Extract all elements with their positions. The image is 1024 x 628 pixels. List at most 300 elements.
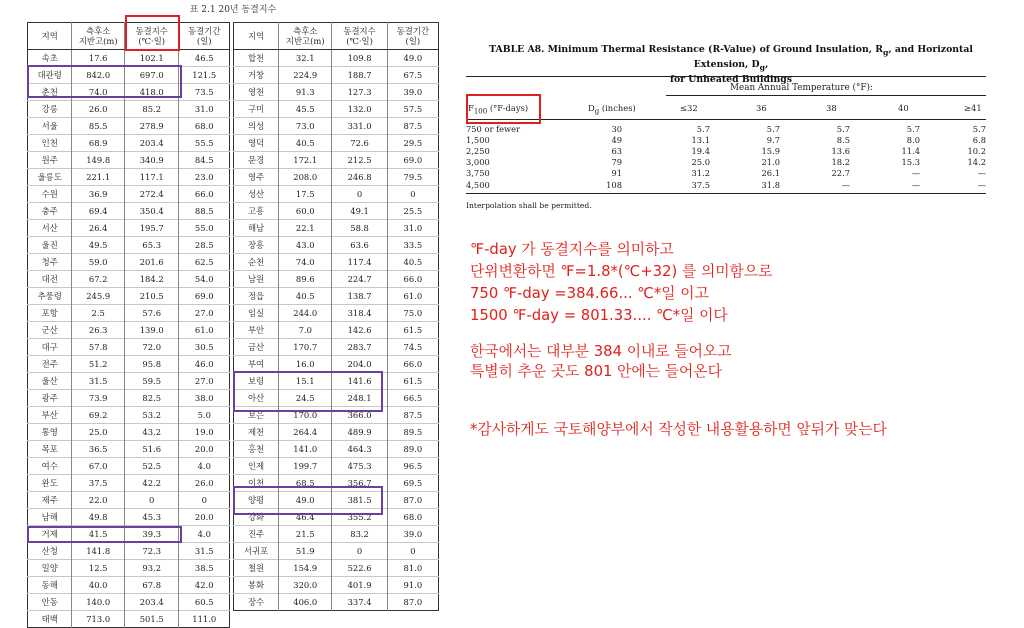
table-cell: 9.7 [766,135,780,146]
table-row [28,169,230,186]
table-cell: 45.3 [124,509,179,526]
table-cell: 39.3 [124,526,179,543]
table-cell: 49.0 [279,492,332,509]
table-cell: 60.5 [179,594,230,611]
table-cell: 59.0 [72,254,125,271]
table-cell: 영덕 [234,135,279,152]
table-cell: 195.7 [124,220,179,237]
table-row [234,356,439,373]
col-temp-41: ≥41 [964,103,982,113]
column-header: 동결지수 (℃·일) [332,23,387,50]
table-cell: 대전 [28,271,72,288]
table-cell: 188.7 [332,67,387,84]
table-cell: 89.0 [387,441,438,458]
table-cell: 양평 [234,492,279,509]
table-row [234,475,439,492]
table-row [234,67,439,84]
table-cell: 87.0 [387,594,438,611]
table-cell: 30.5 [179,339,230,356]
table-cell: 138.7 [332,288,387,305]
table-cell: 224.9 [279,67,332,84]
table-cell: 통영 [28,424,72,441]
table-cell: 45.5 [279,101,332,118]
table-cell: 군산 [28,322,72,339]
table-cell: 79 [611,157,622,168]
table-cell: 61.5 [387,373,438,390]
table-cell: 57.5 [387,101,438,118]
table-cell: 40.0 [72,577,125,594]
table-cell: 141.8 [72,543,125,560]
annotation-line-5: 한국에서는 대부분 384 이내로 들어오고 [470,343,732,360]
table-row [28,322,230,339]
table-cell: 184.2 [124,271,179,288]
table-cell: 철원 [234,560,279,577]
table-cell: 489.9 [332,424,387,441]
table-cell: 67.2 [72,271,125,288]
table-row [234,577,439,594]
table-cell: 서귀포 [234,543,279,560]
table-cell: 203.4 [124,135,179,152]
table-cell: 221.1 [72,169,125,186]
table-cell: 26.1 [761,168,780,179]
table-row [234,288,439,305]
table-row [28,50,230,67]
table-cell: 74.0 [279,254,332,271]
table-cell: 62.5 [179,254,230,271]
table-cell: 401.9 [332,577,387,594]
table-cell: 149.8 [72,152,125,169]
col-temp-38: 38 [826,103,837,113]
table-row [28,492,230,509]
table-cell: 68.0 [387,509,438,526]
table-row [234,186,439,203]
table-row [234,594,439,611]
table-cell: 거제 [28,526,72,543]
table-cell: 4.0 [179,526,230,543]
table-cell: 89.6 [279,271,332,288]
table-cell: 52.5 [124,458,179,475]
col-temp-36: 36 [756,103,767,113]
table-cell: 24.5 [279,390,332,407]
freezing-index-table-left [27,22,230,628]
table-row [466,135,986,146]
table-cell: 697.0 [124,67,179,84]
table-cell: 61.0 [179,322,230,339]
korean-table-caption: 표 2.1 20년 동결지수 [189,5,277,15]
table-cell: 54.0 [179,271,230,288]
table-cell: 141.0 [279,441,332,458]
table-cell: 영주 [234,169,279,186]
table-cell: 5.7 [836,124,850,135]
table-cell: 31.8 [761,179,780,190]
table-cell: 58.8 [332,220,387,237]
table-row [28,152,230,169]
table-cell: 244.0 [279,305,332,322]
table-cell: 구미 [234,101,279,118]
table-row [234,135,439,152]
table-cell: 91.3 [279,84,332,101]
table-cell: — [841,179,850,190]
table-cell: 42.0 [179,577,230,594]
table-cell: 6.8 [972,135,986,146]
table-cell: 남해 [28,509,72,526]
table-row [234,84,439,101]
table-cell: 15.3 [901,157,920,168]
table-cell: 22.7 [831,168,850,179]
table-cell: 금산 [234,339,279,356]
table-row [234,254,439,271]
table-cell: 순천 [234,254,279,271]
mean-temp-rule [666,95,986,96]
table-cell: 366.0 [332,407,387,424]
table-cell: 842.0 [72,67,125,84]
table-cell: 5.7 [906,124,920,135]
table-cell: 95.8 [124,356,179,373]
interpolation-note: Interpolation shall be permitted. [466,201,592,210]
annotation-line-7: *감사하게도 국토해양부에서 작성한 내용활용하면 앞뒤가 맞는다 [470,421,887,438]
table-cell: 121.5 [179,67,230,84]
col-dg-header: $D_g$ (inches) [588,103,636,116]
table-cell: 75.0 [387,305,438,322]
table-cell: 85.2 [124,101,179,118]
table-cell: 이천 [234,475,279,492]
table-cell: 울진 [28,237,72,254]
table-row [28,288,230,305]
table-cell: 464.3 [332,441,387,458]
table-cell: 봉화 [234,577,279,594]
table-cell: 72.6 [332,135,387,152]
table-row [28,118,230,135]
table-cell: 36.5 [72,441,125,458]
table-cell: 4.0 [179,458,230,475]
table-row [234,322,439,339]
annotation-line-6: 특별히 추운 곳도 801 안에는 들어온다 [470,363,722,380]
table-cell: 부여 [234,356,279,373]
header-rule [466,119,986,120]
table-cell: 33.5 [387,237,438,254]
annotation-line-3: 750 ℉-day =384.66... ℃*일 이고 [470,285,709,302]
table-cell: 53.2 [124,407,179,424]
table-cell: 7.0 [279,322,332,339]
table-cell: 49.1 [332,203,387,220]
col-temp-32: ≤32 [680,103,698,113]
table-cell: 19.4 [691,146,710,157]
table-cell: 42.2 [124,475,179,492]
table-cell: 16.0 [279,356,332,373]
table-cell: 홍천 [234,441,279,458]
table-cell: 84.5 [179,152,230,169]
table-cell: 331.0 [332,118,387,135]
annotation-line-4: 1500 ℉-day = 801.33.... ℃*일 이다 [470,307,728,324]
table-cell: 170.7 [279,339,332,356]
table-row [466,179,986,190]
table-row [28,424,230,441]
table-cell: 69.2 [72,407,125,424]
table-cell: 40.5 [387,254,438,271]
table-row [234,526,439,543]
table-cell: 청주 [28,254,72,271]
table-row [28,441,230,458]
table-cell: 142.6 [332,322,387,339]
table-cell: 목포 [28,441,72,458]
table-cell: 201.6 [124,254,179,271]
table-cell: 91.0 [387,577,438,594]
table-cell: 117.4 [332,254,387,271]
table-cell: 성산 [234,186,279,203]
table-cell: 93.2 [124,560,179,577]
table-cell: 57.8 [72,339,125,356]
table-cell: 63.6 [332,237,387,254]
table-cell: 88.5 [179,203,230,220]
table-cell: 96.5 [387,458,438,475]
table-cell: 49 [611,135,622,146]
table-cell: 서산 [28,220,72,237]
table-cell: 278.9 [124,118,179,135]
table-row [28,611,230,628]
table-cell: — [977,168,986,179]
table-cell: 0 [332,543,387,560]
table-cell: 67.0 [72,458,125,475]
table-cell: 28.5 [179,237,230,254]
table-cell: 임실 [234,305,279,322]
table-cell: 203.4 [124,594,179,611]
table-cell: 81.0 [387,560,438,577]
table-cell: 부산 [28,407,72,424]
table-row [234,118,439,135]
table-cell: 29.5 [387,135,438,152]
table-cell: 15.9 [761,146,780,157]
table-cell: 85.5 [72,118,125,135]
table-row [234,441,439,458]
table-cell: 제천 [234,424,279,441]
table-row [28,475,230,492]
table-cell: 60.0 [279,203,332,220]
table-cell: 정읍 [234,288,279,305]
table-cell: 5.7 [696,124,710,135]
table-cell: 2.5 [72,305,125,322]
table-cell: 141.6 [332,373,387,390]
table-cell: 337.4 [332,594,387,611]
table-cell: 475.3 [332,458,387,475]
table-cell: 8.0 [906,135,920,146]
table-cell: 46.4 [279,509,332,526]
table-row [28,101,230,118]
table-cell: 강화 [234,509,279,526]
table-cell: 154.9 [279,560,332,577]
table-row [234,543,439,560]
table-row [234,50,439,67]
table-cell: 69.4 [72,203,125,220]
table-cell: 울릉도 [28,169,72,186]
table-cell: 283.7 [332,339,387,356]
table-cell: 31.2 [691,168,710,179]
table-cell: 67.5 [387,67,438,84]
table-cell: 수원 [28,186,72,203]
column-header: 동결기간 (일) [387,23,438,50]
table-row [234,101,439,118]
annotation-line-1: ℉-day 가 동결지수를 의미하고 [470,241,674,258]
table-cell: 3,000 [466,157,490,168]
table-cell: 5.7 [972,124,986,135]
table-cell: 69.0 [179,288,230,305]
table-cell: 5.7 [766,124,780,135]
table-cell: 140.0 [72,594,125,611]
table-row [234,271,439,288]
table-cell: 38.0 [179,390,230,407]
column-header: 측후소 지반고(m) [72,23,125,50]
column-header: 지역 [234,23,279,50]
table-cell: 0 [387,186,438,203]
table-cell: 272.4 [124,186,179,203]
table-row [234,169,439,186]
table-cell: 43.2 [124,424,179,441]
table-cell: 87.0 [387,492,438,509]
table-cell: 87.5 [387,407,438,424]
table-cell: 밀양 [28,560,72,577]
table-cell: 108 [606,179,622,190]
table-cell: 동해 [28,577,72,594]
table-cell: 완도 [28,475,72,492]
table-cell: 82.5 [124,390,179,407]
table-cell: 0 [332,186,387,203]
column-header: 측후소 지반고(m) [279,23,332,50]
table-cell: 속초 [28,50,72,67]
table-cell: 127.3 [332,84,387,101]
table-cell: 66.0 [387,356,438,373]
table-cell: 49.5 [72,237,125,254]
table-row [234,509,439,526]
table-cell: 26.0 [72,101,125,118]
table-cell: 장수 [234,594,279,611]
table-cell: 72.3 [124,543,179,560]
column-header: 동결지수 (℃·일) [124,23,179,50]
table-cell: 350.4 [124,203,179,220]
table-cell: 추풍령 [28,288,72,305]
table-cell: 340.9 [124,152,179,169]
table-cell: 5.0 [179,407,230,424]
table-cell: 충주 [28,203,72,220]
table-row [28,458,230,475]
table-row [28,373,230,390]
table-cell: 38.5 [179,560,230,577]
table-cell: 31.0 [179,101,230,118]
table-cell: 73.0 [279,118,332,135]
table-row [28,220,230,237]
table-cell: 204.0 [332,356,387,373]
table-a8-body [466,124,986,191]
table-cell: 전주 [28,356,72,373]
table-cell: 진주 [234,526,279,543]
table-header-row [28,23,230,50]
table-cell: 0 [387,543,438,560]
table-cell: 61.0 [387,288,438,305]
table-cell: 2,250 [466,146,490,157]
table-cell: 제주 [28,492,72,509]
table-cell: 170.0 [279,407,332,424]
table-cell: 172.1 [279,152,332,169]
table-cell: 춘천 [28,84,72,101]
table-cell: 356.7 [332,475,387,492]
table-cell: 55.0 [179,220,230,237]
table-row [466,157,986,168]
table-cell: 68.5 [279,475,332,492]
table-cell: 57.6 [124,305,179,322]
table-cell: — [911,168,920,179]
table-cell: 40.5 [279,288,332,305]
table-cell: 208.0 [279,169,332,186]
table-cell: 26.3 [72,322,125,339]
table-row [234,407,439,424]
table-cell: 21.5 [279,526,332,543]
table-cell: 74.5 [387,339,438,356]
table-cell: 406.0 [279,594,332,611]
table-cell: 26.0 [179,475,230,492]
table-cell: 750 or fewer [466,124,521,135]
table-cell: 31.5 [179,543,230,560]
table-cell: 3,750 [466,168,490,179]
table-cell: 보령 [234,373,279,390]
table-cell: 37.5 [72,475,125,492]
table-row [28,577,230,594]
table-row [234,203,439,220]
table-row [234,339,439,356]
table-row [28,254,230,271]
table-cell: 63 [611,146,622,157]
table-cell: 8.5 [836,135,850,146]
freezing-index-table-right [233,22,439,611]
table-cell: 태백 [28,611,72,628]
table-cell: 68.0 [179,118,230,135]
table-cell: 대구 [28,339,72,356]
table-cell: 355.2 [332,509,387,526]
table-row [466,168,986,179]
table-cell: 해남 [234,220,279,237]
table-cell: 아산 [234,390,279,407]
table-cell: 안동 [28,594,72,611]
table-cell: — [977,179,986,190]
table-cell: 65.3 [124,237,179,254]
table-cell: 55.5 [179,135,230,152]
table-cell: 69.0 [387,152,438,169]
table-cell: 132.0 [332,101,387,118]
table-row [234,424,439,441]
table-row [28,560,230,577]
table-cell: 318.4 [332,305,387,322]
table-cell: 49.8 [72,509,125,526]
table-cell: 66.5 [387,390,438,407]
table-cell: 0 [179,492,230,509]
table-row [234,305,439,322]
col-temp-40: 40 [898,103,909,113]
table-cell: 거창 [234,67,279,84]
table-cell: 39.0 [387,84,438,101]
table-cell: 26.4 [72,220,125,237]
table-cell: 13.6 [831,146,850,157]
table-cell: 21.0 [761,157,780,168]
annotation-line-2: 단위변환하면 ℉=1.8*(℃+32) 를 의미함으로 [470,263,773,280]
table-cell: 83.2 [332,526,387,543]
table-cell: 72.0 [124,339,179,356]
table-row [28,271,230,288]
table-cell: 210.5 [124,288,179,305]
table-cell: 산청 [28,543,72,560]
table-cell: 광주 [28,390,72,407]
table-cell: — [911,179,920,190]
table-cell: 87.5 [387,118,438,135]
table-row [28,135,230,152]
table-cell: 인제 [234,458,279,475]
table-cell: 320.0 [279,577,332,594]
